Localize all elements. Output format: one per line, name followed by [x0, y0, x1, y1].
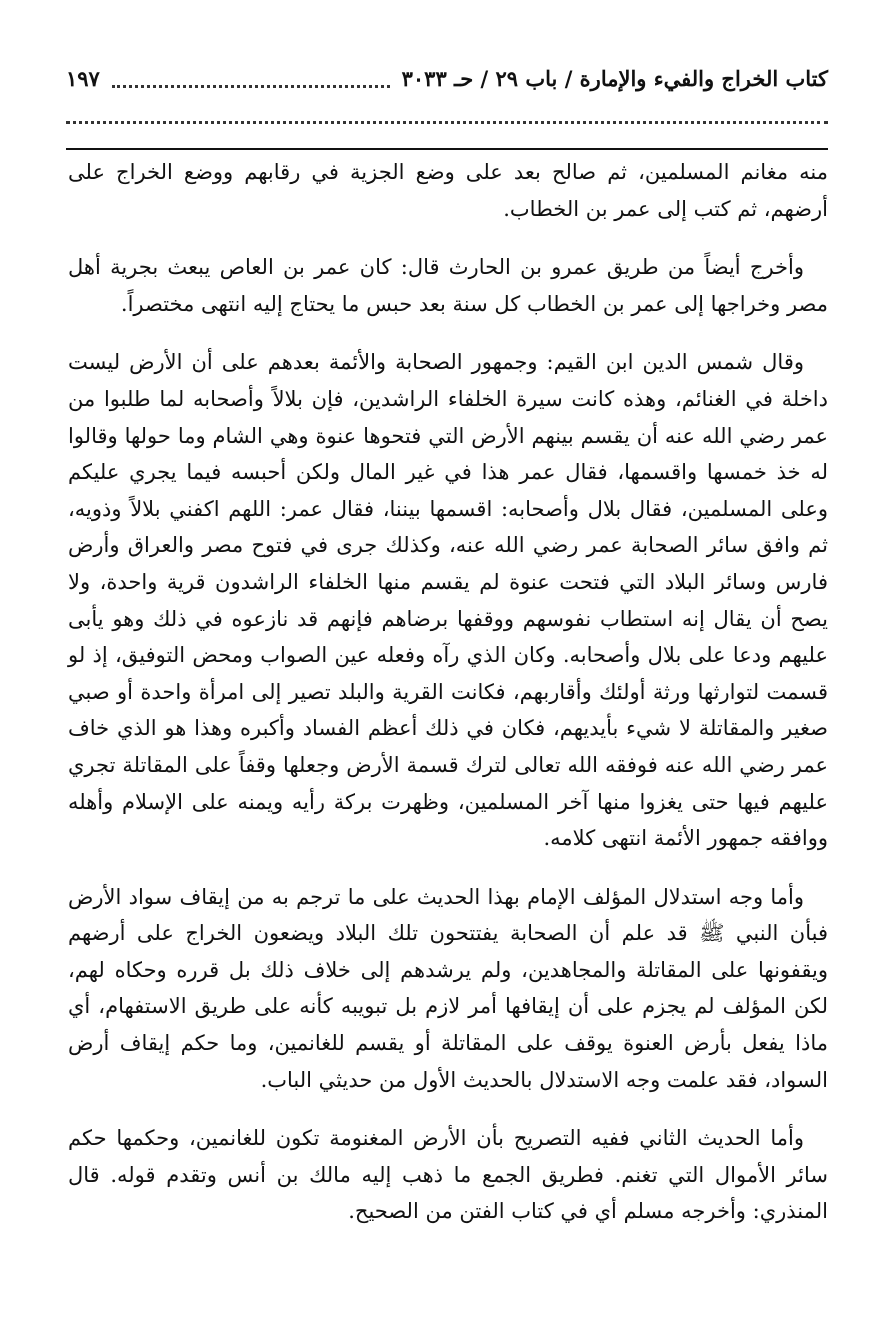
dotted-separator [66, 121, 828, 124]
page-number: ١٩٧ [66, 65, 100, 91]
running-header [66, 58, 828, 98]
main-text [68, 154, 828, 1252]
header-title: كتاب الخراج والفيء والإمارة / باب ٢٩ / حـ ٣٠٣٣ [401, 65, 828, 91]
header-rule [66, 148, 828, 150]
paragraph-1: منه مغانم المسلمين، ثم صالح بعد على وضع الجزية في رقابهم ووضع الخراج على أرضهم، ثم كتب إلى عمر بن الخطاب. [68, 160, 828, 221]
paragraph-2: وأخرج أيضاً من طريق عمرو بن الحارث قال: كان عمر بن العاص يبعث بجرية أهل مصر وخراجها إلى عمر بن الخطاب كل سنة بعد حبس ما يحتاج إليه انتهى مختصراً. [68, 255, 828, 316]
paragraph-5: وأما الحديث الثاني ففيه التصريح بأن الأرض المغنومة تكون للغانمين، وحكمها حكم سائر الأموال التي تغنم. فطريق الجمع ما ذهب إليه مالك بن أنس وتقدم قوله. قال المنذري: وأخرجه مسلم أي في كتاب الفتن من الصحيح. [68, 1126, 828, 1224]
header-leader-dots [112, 85, 390, 88]
paragraph-3: وقال شمس الدين ابن القيم: وجمهور الصحابة والأئمة بعدهم على أن الأرض ليست داخلة في الغنائم، وهذه كانت سيرة الخلفاء الراشدين، فإن بلالاً وأصحابه لما طلبوا من عمر رضي الله عنه أن يقسم بينهم الأرض التي فتحوها عنوة وهي الشام وما حولها وقالوا له خذ خمسها واقسمها، فقال عمر هذا في غير المال ولكن أحبسه فيما يجري عليكم وعلى المسلمين، فقال بلال وأصحابه: اقسمها بيننا، فقال عمر: اللهم اكفني بلالاً وذويه، ثم وافق سائر الصحابة عمر رضي الله عنه، وكذلك جرى في فتوح مصر والعراق وأرض فارس وسائر البلاد التي فتحت عنوة لم يقسم منها الخلفاء الراشدون قرية واحدة، ولا يصح أن يقال إنه استطاب نفوسهم ووقفها برضاهم فإنهم قد نازعوه في ذلك وهو يأبى عليهم ودعا على بلال وأصحابه. وكان الذي رآه وفعله عين الصواب ومحض التوفيق، إذ لو قسمت لتوارثها ورثة أولئك وأقاربهم، فكانت القرية والبلد تصير إلى امرأة واحدة أو صبي صغير والمقاتلة لا شيء بأيديهم، فكان في ذلك أعظم الفساد وأكبره وهذا هو الذي خاف عمر رضي الله عنه فوفقه الله تعالى لترك قسمة الأرض وجعلها وقفاً على المقاتلة تجري عليهم فيها حتى يغزوا منها آخر المسلمين، وظهرت بركة رأيه ويمنه على الإسلام وأهله ووافقه جمهور الأئمة انتهى كلامه. [68, 350, 828, 851]
paragraph-4: وأما وجه استدلال المؤلف الإمام بهذا الحديث على ما ترجم به من إيقاف سواد الأرض فبأن النبي ﷺ قد علم أن الصحابة يفتتحون تلك البلاد ويضعون الخراج على أرضهم ويقفونها على المقاتلة والمجاهدين، ولم يرشدهم إلى خلاف ذلك بل قرره وحكاه لهم، لكن المؤلف لم يجزم على أن إيقافها أمر لازم بل تبويبه كأنه على طريق الاستفهام، أي ماذا يفعل بأرض العنوة يوقف على المقاتلة أو يقسم للغانمين، وما حكم إيقاف أرض السواد، فقد علمت وجه الاستدلال بالحديث الأول من حديثي الباب. [68, 884, 828, 1092]
